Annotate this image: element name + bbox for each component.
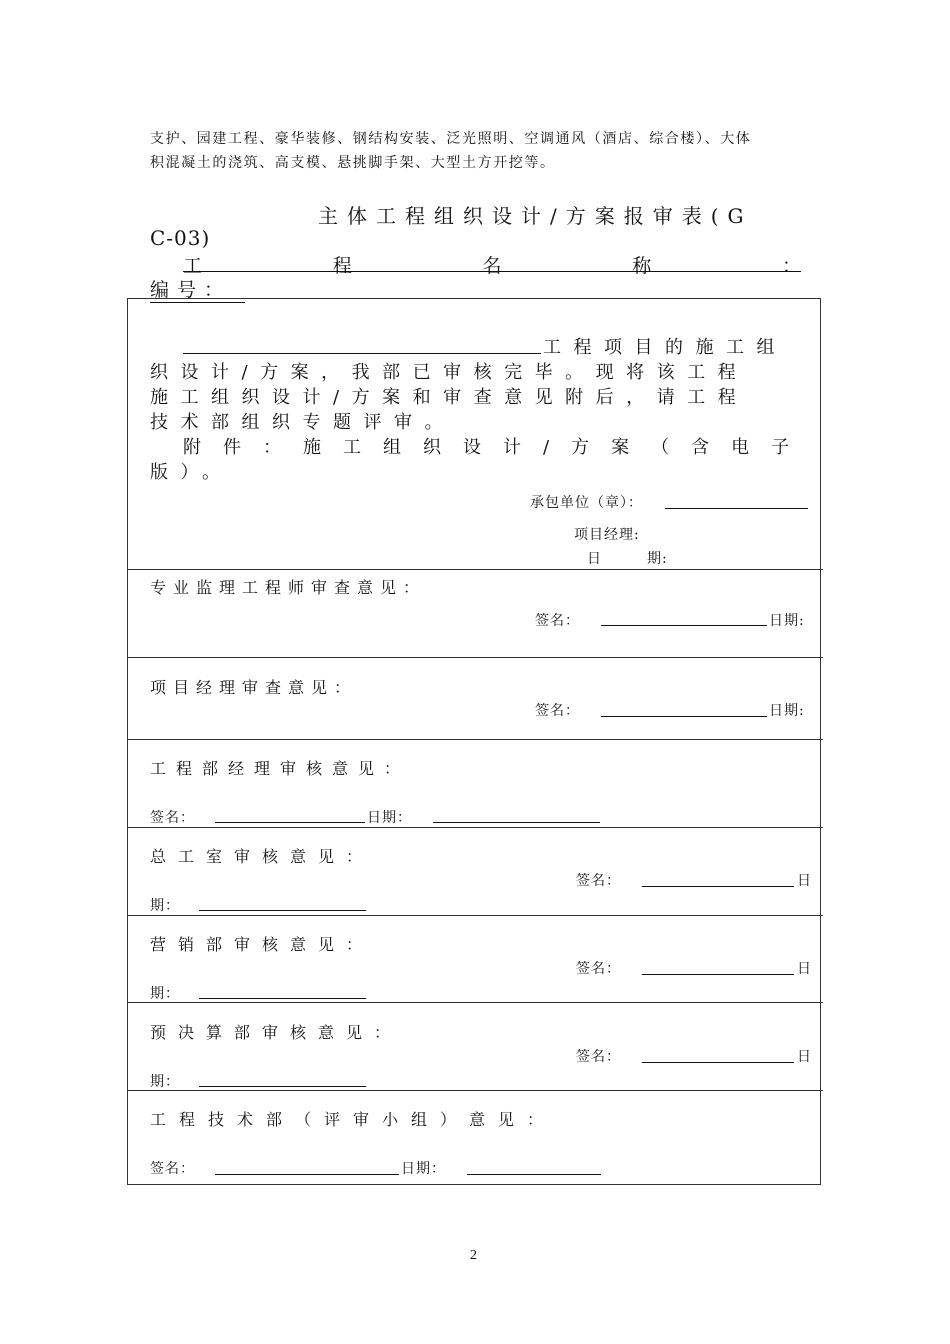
- supervisor-date-label: 日期:: [769, 613, 805, 629]
- attachment-line-2: 版）。: [150, 462, 233, 483]
- tech-dept-date-field[interactable]: [467, 1174, 601, 1175]
- budget-sign-label: 签名：: [576, 1049, 621, 1065]
- pm-sign-field[interactable]: [601, 716, 767, 717]
- chief-office-review-title: 总工室审核意见：: [150, 847, 375, 866]
- eng-dept-sign-field[interactable]: [215, 822, 365, 823]
- pm-date-label: 日期:: [769, 703, 805, 719]
- row-divider: [127, 915, 823, 916]
- row-divider: [127, 1090, 823, 1091]
- project-name-char: 工: [183, 255, 203, 277]
- budget-date-a: 日: [797, 1049, 812, 1065]
- row-divider: [127, 657, 823, 658]
- pm-sign-label: 签名：: [535, 703, 580, 719]
- manager-label: 项目经理:: [574, 527, 640, 543]
- budget-date-field[interactable]: [199, 1086, 366, 1087]
- project-name-label: [183, 251, 801, 278]
- tech-dept-review-title: 工程技术部（评审小组）意见：: [150, 1110, 557, 1129]
- supervisor-sign-label: 签名：: [535, 613, 580, 629]
- form-title: 主体工程组织设计/方案报审表(G: [318, 204, 753, 228]
- pm-review-title: 项目经理审查意见：: [150, 678, 358, 697]
- contractor-seal-field[interactable]: [665, 508, 808, 509]
- form-title-cont: C-03): [150, 226, 211, 250]
- contractor-label: 承包单位（章）：: [530, 495, 643, 511]
- submission-para-3: 施工组织设计/方案和审查意见附后，请工程: [150, 387, 749, 408]
- chief-office-date-a: 日: [797, 873, 812, 889]
- chief-office-sign-field[interactable]: [642, 886, 794, 887]
- marketing-date-b: 期：: [150, 986, 180, 1002]
- project-name-char: 程: [332, 255, 352, 277]
- tech-dept-sign-field[interactable]: [215, 1174, 399, 1175]
- row-divider: [127, 1002, 823, 1003]
- project-name-char: 名: [482, 255, 502, 277]
- project-fill-line[interactable]: [183, 353, 541, 354]
- chief-office-sign-label: 签名：: [576, 873, 621, 889]
- marketing-date-a: 日: [797, 961, 812, 977]
- eng-dept-date-field[interactable]: [433, 822, 600, 823]
- submission-para-2: 织设计/方案，我部已审核完毕。现将该工程: [150, 362, 749, 383]
- eng-dept-review-title: 工程部经理审核意见：: [150, 759, 411, 778]
- marketing-review-title: 营销部审核意见：: [150, 935, 375, 954]
- eng-dept-sign-label: 签名：: [150, 810, 195, 826]
- page-number: 2: [470, 1248, 477, 1263]
- budget-review-title: 预决算部审核意见：: [150, 1023, 403, 1042]
- number-label[interactable]: 编号：: [150, 275, 245, 303]
- attachment-line-1: 附件：施工组织设计/方案（含电子: [183, 437, 812, 458]
- intro-line-1: 支护、园建工程、豪华装修、钢结构安装、泛光照明、空调通风（酒店、综合楼）、大体: [150, 131, 752, 147]
- budget-sign-field[interactable]: [642, 1062, 794, 1063]
- tech-dept-sign-label: 签名：: [150, 1161, 195, 1177]
- project-name-char: ：: [781, 255, 801, 277]
- project-name-field[interactable]: [183, 251, 801, 277]
- submission-para-4: 技术部组织专题评审。: [150, 412, 455, 433]
- supervisor-review-title: 专业监理工程师审查意见：: [150, 578, 427, 597]
- tech-dept-date-label: 日期：: [401, 1161, 446, 1177]
- row-divider: [127, 827, 823, 828]
- supervisor-sign-field[interactable]: [601, 625, 767, 626]
- marketing-sign-field[interactable]: [642, 974, 794, 975]
- date-label: 日 期:: [587, 551, 668, 567]
- row-divider: [127, 739, 823, 740]
- budget-date-b: 期：: [150, 1074, 180, 1090]
- intro-line-2: 积混凝土的浇筑、高支模、悬挑脚手架、大型土方开挖等。: [150, 155, 556, 171]
- eng-dept-date-label: 日期：: [367, 810, 412, 826]
- chief-office-date-b: 期：: [150, 898, 180, 914]
- marketing-date-field[interactable]: [199, 998, 366, 999]
- submission-para-1: 工程项目的施工组: [543, 337, 787, 358]
- marketing-sign-label: 签名：: [576, 961, 621, 977]
- row-divider: [127, 569, 823, 570]
- project-name-char: 称: [632, 255, 652, 277]
- chief-office-date-field[interactable]: [199, 910, 366, 911]
